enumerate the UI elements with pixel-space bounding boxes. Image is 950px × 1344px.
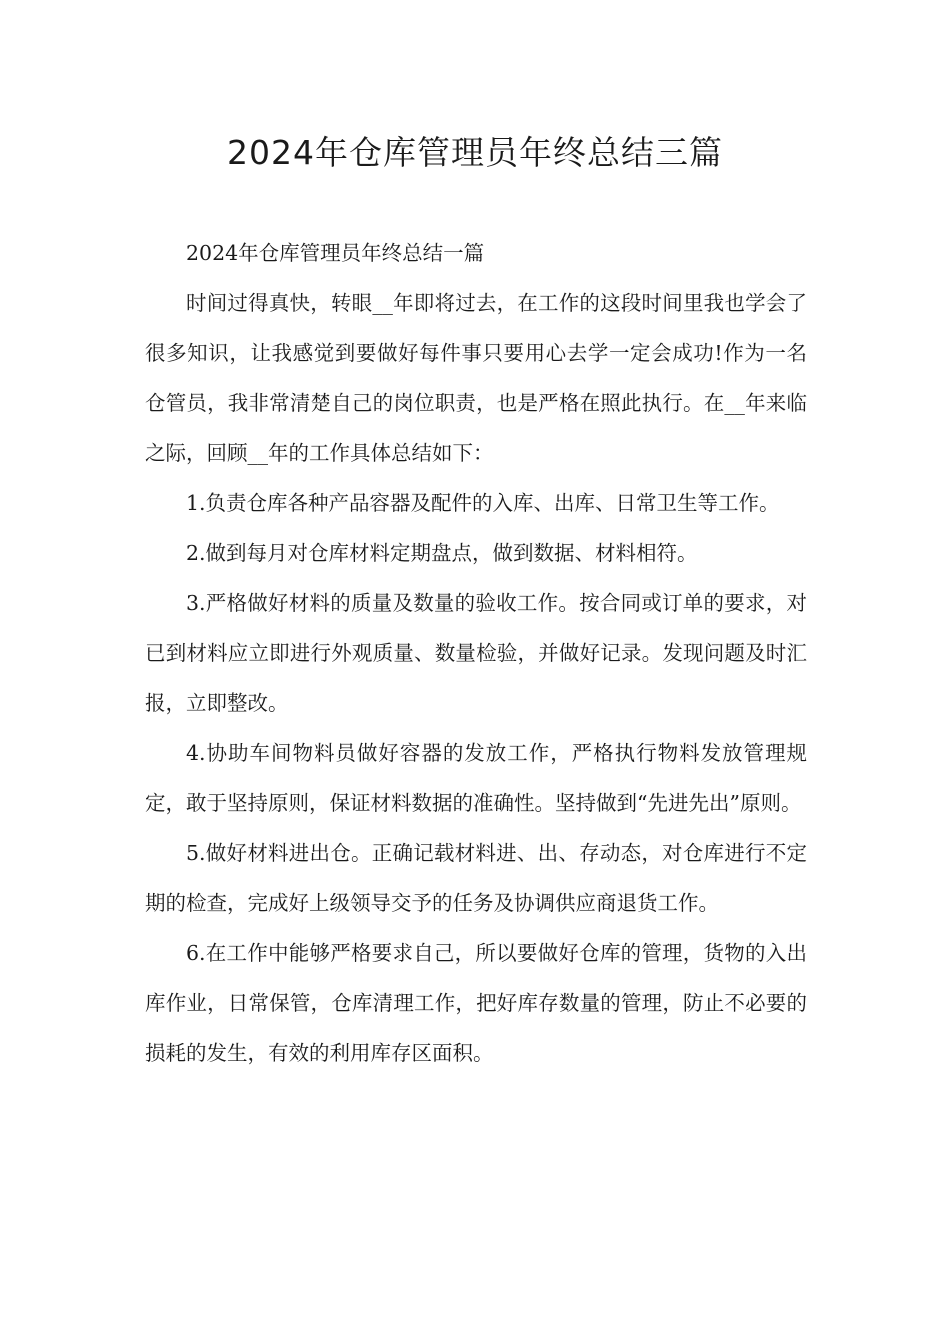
list-item-6: 6.在工作中能够严格要求自己，所以要做好仓库的管理，货物的入出库作业，日常保管，仓库清理工作，把好库存数量的管理，防止不必要的损耗的发生，有效的利用库存区面积。	[145, 941, 807, 1065]
list-item-5: 5.做好材料进出仓。正确记载材料进、出、存动态，对仓库进行不定期的检查，完成好上级领导交予的任务及协调供应商退货工作。	[145, 841, 807, 915]
list-item-2: 2.做到每月对仓库材料定期盘点，做到数据、材料相符。	[186, 541, 698, 565]
document-title: 2024年仓库管理员年终总结三篇	[227, 133, 723, 172]
list-item-3: 3.严格做好材料的质量及数量的验收工作。按合同或订单的要求，对已到材料应立即进行外观质量、数量检验，并做好记录。发现问题及时汇报，立即整改。	[145, 591, 807, 715]
list-item-4: 4.协助车间物料员做好容器的发放工作，严格执行物料发放管理规定，敢于坚持原则，保证材料数据的准确性。坚持做到“先进先出”原则。	[145, 741, 807, 815]
document-body	[145, 228, 807, 1078]
intro-paragraph: 时间过得真快，转眼__年即将过去，在工作的这段时间里我也学会了很多知识，让我感觉到要做好每件事只要用心去学一定会成功!作为一名仓管员，我非常清楚自己的岗位职责，也是严格在照此执行。在__年来临之际，回顾__年的工作具体总结如下：	[145, 291, 807, 465]
list-item-1: 1.负责仓库各种产品容器及配件的入库、出库、日常卫生等工作。	[186, 491, 780, 515]
section-heading: 2024年仓库管理员年终总结一篇	[186, 241, 485, 265]
